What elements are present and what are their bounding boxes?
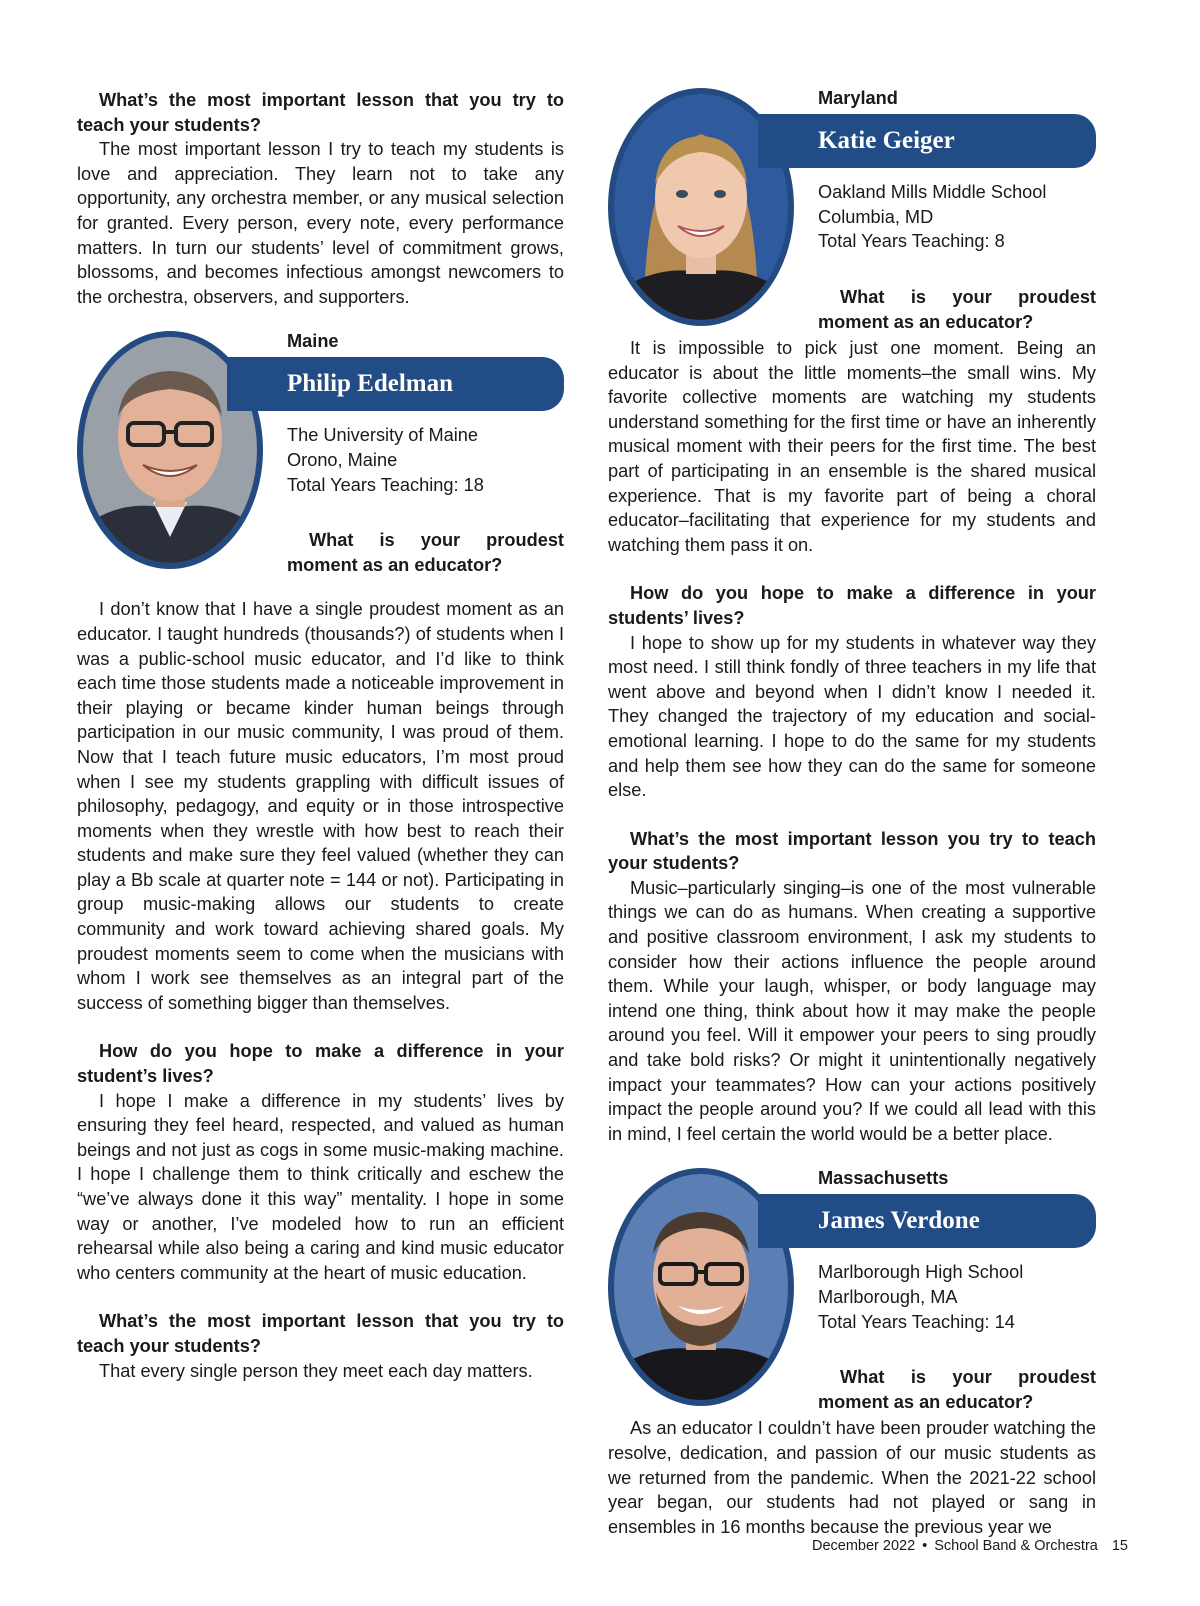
lesson-answer: Music–particularly singing–is one of the most vulnerable things we can do as humans. When creating a supportive and positive classroom environment, I ask my students to consider how their actions influence the people around them. While your laugh, whisper, or body language may intend one thing, think about how it may make the people around you feel. Will it empower your peers to sing proudly and take bold risks? Or might it unintentionally negatively impact your teammates? How can your actions positively impact the people around you? If we could all lead with this in mind, I feel certain the world would be a better place. bbox=[608, 877, 1096, 1144]
educator-info bbox=[818, 1260, 1023, 1334]
left-column bbox=[77, 88, 564, 1383]
profile-katie-geiger bbox=[608, 88, 1096, 336]
name-banner: Katie Geiger bbox=[758, 114, 1096, 168]
proudest-moment-answer: As an educator I couldn’t have been prouder watching the resolve, dedication, and passion of our music students as we returned from the pandemic. When the 2021-22 school year began, our students had not played or sang in ensembles in 16 months because the previous year we bbox=[608, 1418, 1096, 1537]
school-location: Columbia, MD bbox=[818, 206, 934, 227]
page-footer bbox=[812, 1538, 1128, 1554]
years-teaching: Total Years Teaching: 14 bbox=[818, 1311, 1015, 1332]
proudest-moment-question: What is your proudest moment as an educator? bbox=[287, 530, 564, 575]
difference-answer: I hope I make a difference in my students’ lives by ensuring they feel heard, respected, and valued as human beings and not just as cogs in some music-making machine. I hope I challenge them to think critically and eschew the “we’ve always done it this way” mentality. I hope in some way or another, I’ve modeled how to run an efficient rehearsal while also being a caring and kind music educator who centers community at the heart of music education. bbox=[77, 1090, 564, 1283]
profile-philip-edelman bbox=[77, 331, 564, 581]
difference-question: How do you hope to make a difference in your students’ lives? bbox=[608, 583, 1096, 628]
page-number: 15 bbox=[1111, 1538, 1128, 1554]
difference-question: How do you hope to make a difference in your student’s lives? bbox=[77, 1041, 564, 1087]
lesson-answer: That every single person they meet each day matters. bbox=[99, 1360, 533, 1381]
profile-james-verdone bbox=[608, 1168, 1096, 1416]
proudest-moment-question: What is your proudest moment as an educator? bbox=[818, 287, 1096, 332]
years-teaching: Total Years Teaching: 8 bbox=[818, 231, 1005, 252]
name-banner: Philip Edelman bbox=[227, 357, 564, 411]
educator-info bbox=[818, 180, 1046, 254]
footer-separator: • bbox=[922, 1538, 928, 1554]
school-name: The University of Maine bbox=[287, 425, 479, 446]
school-location: Marlborough, MA bbox=[818, 1287, 958, 1307]
lesson-question: What’s the most important lesson you try to teach your students? bbox=[608, 828, 1096, 874]
years-teaching: Total Years Teaching: 18 bbox=[287, 474, 484, 495]
right-column bbox=[608, 88, 1096, 1539]
proudest-moment-question: What is your proudest moment as an educator? bbox=[818, 1367, 1096, 1412]
educator-info bbox=[287, 423, 484, 497]
intro-answer: The most important lesson I try to teach my students is love and appreciation. They learn not to take any opportunity, any orchestra member, or any musical selection for granted. Every person, every note, every performance matters. In turn our students’ level of commitment grows, blossoms, and becomes infectious amongst newcomers to the orchestra, observers, and supporters. bbox=[77, 139, 564, 307]
publication-name: School Band & Orchestra bbox=[934, 1538, 1098, 1554]
name-banner: James Verdone bbox=[758, 1194, 1096, 1248]
school-name: Oakland Mills Middle School bbox=[818, 182, 1047, 202]
state-label: Massachusetts bbox=[818, 1168, 949, 1189]
issue-date: December 2022 bbox=[811, 1538, 916, 1554]
school-name: Marlborough High School bbox=[818, 1262, 1024, 1283]
intro-question: What’s the most important lesson that you try to teach your students? bbox=[77, 90, 564, 135]
state-label: Maine bbox=[287, 331, 339, 352]
proudest-moment-answer: I don’t know that I have a single proudest moment as an educator. I taught hundreds (thousands?) of students when I was a public-school music educator, and I’d like to think each time those students made a noticeable improvement in their playing or became kinder human beings through participation in our music community, I was proud of them. Now that I teach future music educators, I’m most proud when I see my students grappling with difficult issues of philosophy, pedagogy, and equity or in those introspective moments when they wrestle with how best to reach their students and make sure they feel valued (whether they can play a Bb scale at quarter note = 144 or not). Participating in group music-making allows our students to create community and work toward achieving shared goals. My proudest moments seem to come when the musicians with whom I work see themselves as an integral part of the success of something bigger than themselves. bbox=[77, 599, 564, 1013]
proudest-moment-answer: It is impossible to pick just one moment. Being an educator is about the little moments–the small wins. My favorite collective moments are watching my students understand something for the first time or have an inherently musical moment with their peers for the first time. The best part of participating in an ensemble is the shared musical experience. That is my favorite part of being a choral educator–facilitating that experience for my students and watching them pass it on. bbox=[608, 338, 1096, 555]
state-label: Maryland bbox=[818, 88, 898, 108]
difference-answer: I hope to show up for my students in whatever way they most need. I still think fondly of three teachers in my life that went above and beyond when I didn’t know I needed it. They changed the trajectory of my education and social-emotional learning. I hope to do the same for my students and help them see how they can do the same for someone else. bbox=[608, 632, 1096, 801]
lesson-question: What’s the most important lesson that you try to teach your students? bbox=[77, 1311, 564, 1356]
school-location: Orono, Maine bbox=[287, 449, 398, 470]
